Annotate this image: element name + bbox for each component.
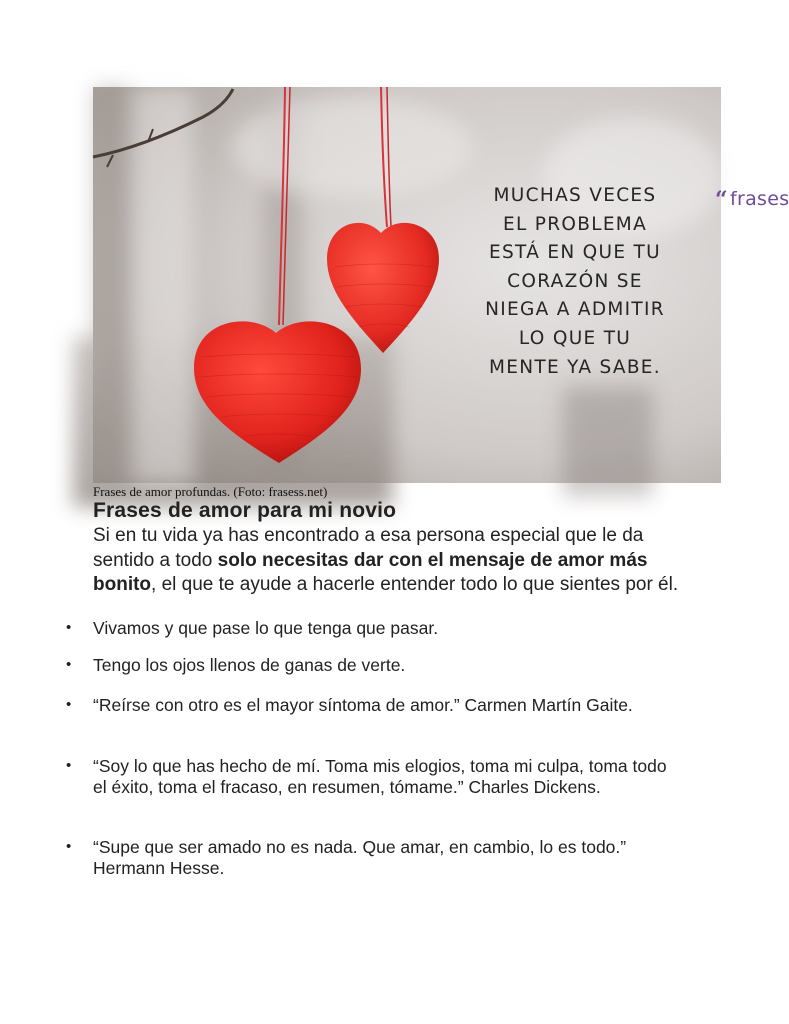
photo-caption: Frases de amor profundas. (Foto: frasess.net) [93,484,328,499]
list-item [66,695,673,716]
quote-line: ESTÁ EN QUE TU [489,242,661,264]
bullet-icon: • [66,757,72,774]
list-item-text: “Supe que ser amado no es nada. Que amar, en cambio, lo es todo.” Hermann Hesse. [93,837,627,878]
bullet-icon: • [66,838,72,855]
intro-text-end: , el que te ayude a hacerle entender todo lo que sientes por él. [151,574,679,595]
quote-line: NIEGA A ADMITIR [485,299,665,321]
frases-logo [715,187,789,213]
quote-line: CORAZÓN SE [507,270,643,292]
intro-paragraph [93,524,693,598]
quote-line: LO QUE TU [518,327,632,349]
bullet-icon: • [66,619,72,636]
intro-text-bold: solo necesitas dar con el mensaje de amor más bonito [93,549,648,595]
list-item [66,655,673,676]
list-item-text: Vivamos y que pase lo que tenga que pasar. [93,618,439,638]
list-item-text: Tengo los ojos llenos de ganas de verte. [93,655,406,675]
bullet-icon: • [66,656,72,673]
bullet-icon: • [66,696,72,713]
photo-quote-text [455,182,695,382]
list-item-text: “Reírse con otro es el mayor síntoma de amor.” Carmen Martín Gaite. [93,695,633,715]
list-item [66,618,673,639]
quote-line: EL PROBLEMA [502,213,648,235]
list-item-text: “Soy lo que has hecho de mí. Toma mis elogios, toma mi culpa, toma todo el éxito, toma el fracaso, en resumen, tómame.” Charles Dickens. [93,756,667,797]
list-item [66,837,673,879]
quote-line: MENTE YA SABE. [489,356,661,378]
quote-line: MUCHAS VECES [493,185,657,206]
intro-text-start: Si en tu vida ya has encontrado a esa persona especial que le da sentido a todo [93,525,644,571]
section-heading: Frases de amor para mi novio [93,499,397,522]
list-item [66,756,673,798]
logo-text: frases [729,188,789,210]
quote-mark-icon: “ [715,187,728,213]
